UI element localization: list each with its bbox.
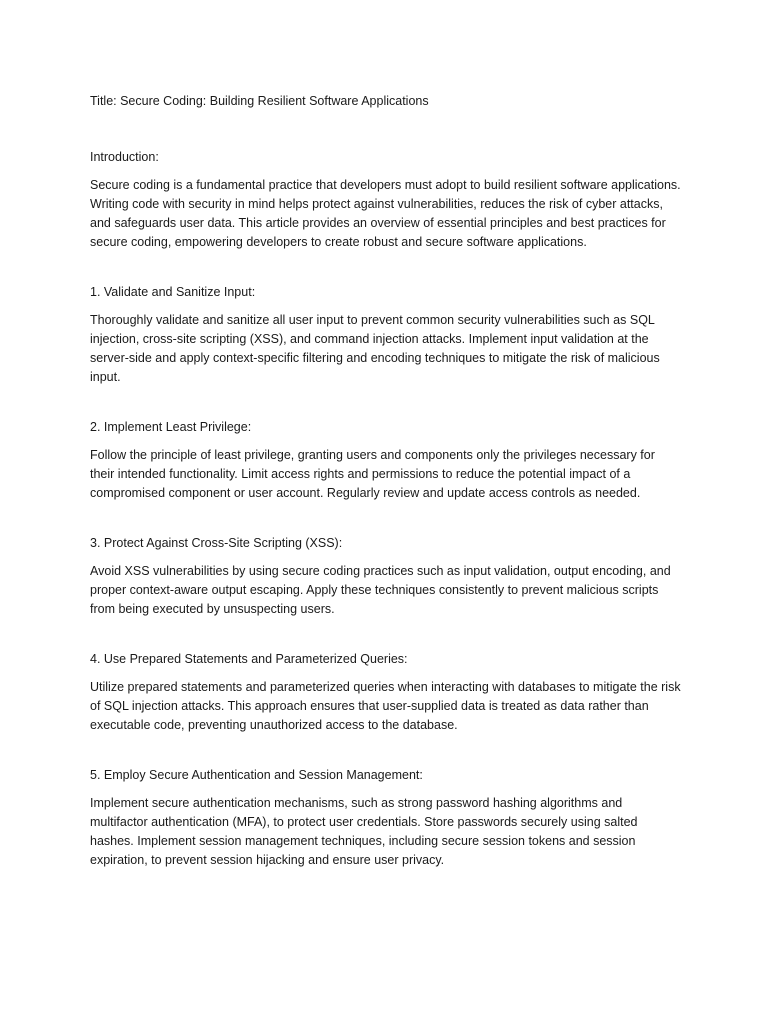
section-heading: 3. Protect Against Cross-Site Scripting (XSS): bbox=[90, 536, 343, 550]
introduction-section bbox=[90, 148, 682, 252]
section-heading: 1. Validate and Sanitize Input: bbox=[90, 285, 256, 299]
section-body: Avoid XSS vulnerabilities by using secure coding practices such as input validation, output encoding, and proper context-aware output escaping. Apply these techniques consistently to prevent malicious scripts from being executed by unsuspecting users. bbox=[90, 564, 671, 616]
section-body: Follow the principle of least privilege, granting users and components only the privileges necessary for their intended functionality. Limit access rights and permissions to reduce the potential impact of a compromised component or user account. Regularly review and update access controls as needed. bbox=[90, 448, 655, 500]
document-title: Title: Secure Coding: Building Resilient Software Applications bbox=[90, 94, 429, 108]
section-least-privilege bbox=[90, 418, 682, 503]
section-authentication bbox=[90, 766, 682, 870]
section-body: Utilize prepared statements and parameterized queries when interacting with databases to mitigate the risk of SQL injection attacks. This approach ensures that user-supplied data is treated as data rather than executable code, preventing unauthorized access to the database. bbox=[90, 680, 681, 732]
section-heading: 5. Employ Secure Authentication and Session Management: bbox=[90, 768, 423, 782]
section-body: Implement secure authentication mechanisms, such as strong password hashing algorithms and multifactor authentication (MFA), to protect user credentials. Store passwords securely using salted hashes. Implement session management techniques, including secure session tokens and session expiration, to prevent session hijacking and ensure user privacy. bbox=[90, 796, 638, 867]
section-body: Thoroughly validate and sanitize all user input to prevent common security vulnerabilities such as SQL injection, cross-site scripting (XSS), and command injection attacks. Implement input validation at the server-side and apply context-specific filtering and encoding techniques to mitigate the risk of malicious input. bbox=[90, 313, 660, 384]
section-heading: 4. Use Prepared Statements and Parameterized Queries: bbox=[90, 652, 408, 666]
introduction-body: Secure coding is a fundamental practice that developers must adopt to build resilient software applications. Writing code with security in mind helps protect against vulnerabilities, reduces the risk of cyber attacks, and safeguards user data. This article provides an overview of essential principles and best practices for secure coding, empowering developers to create robust and secure software applications. bbox=[90, 178, 681, 249]
introduction-heading: Introduction: bbox=[90, 150, 159, 164]
section-xss bbox=[90, 534, 682, 619]
section-heading: 2. Implement Least Privilege: bbox=[90, 420, 252, 434]
section-validate-input bbox=[90, 283, 682, 387]
section-prepared-statements bbox=[90, 650, 682, 735]
document-page bbox=[90, 92, 682, 870]
